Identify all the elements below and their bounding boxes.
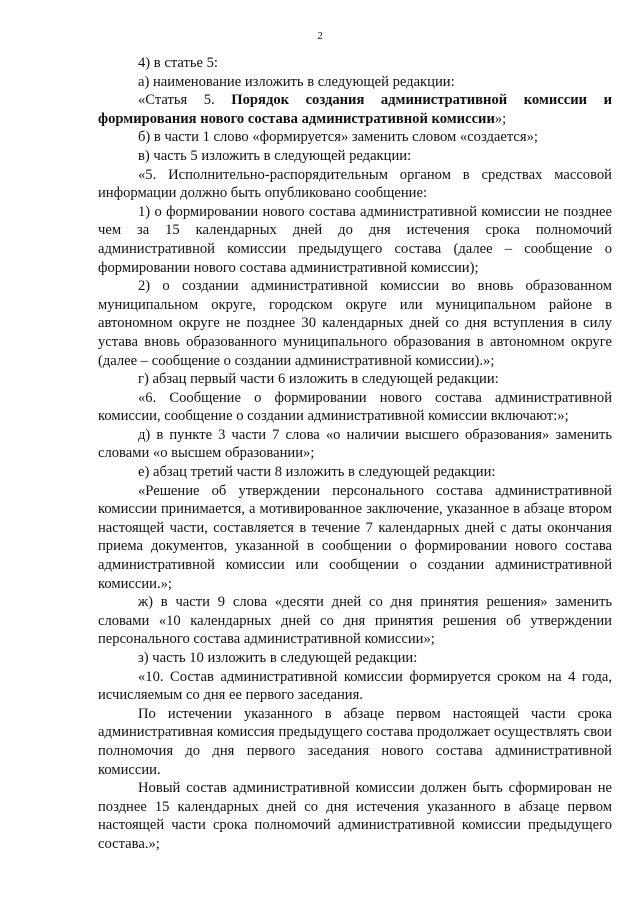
paragraph-item-a: а) наименование изложить в следующей редакции: bbox=[138, 73, 455, 90]
paragraph-part-6: «6. Сообщение о формировании нового состава административной комиссии, сообщение о создании административной комиссии включают:»; bbox=[98, 389, 612, 425]
paragraph-article-5-intro: 4) в статье 5: bbox=[138, 55, 218, 71]
paragraph-part-5: «5. Исполнительно-распорядительным органом в средствах массовой информации должно быть опубликовано сообщение: bbox=[98, 166, 612, 202]
article-title-bold: Порядок создания административной комиссии и формирования нового состава административной комиссии bbox=[98, 92, 613, 127]
document-body bbox=[98, 54, 612, 854]
paragraph-part-10-abzac-2: По истечении указанного в абзаце первом настоящей части срока административная комиссия предыдущего состава продолжает осуществлять свои полномочия до дня первого заседания нового состава административной комиссии. bbox=[98, 705, 612, 778]
paragraph-part-8-text: «Решение об утверждении персонального состава административной комиссии принимается, а мотивированное заключение, указанное в абзаце втором настоящей части, составляется в течение 7 календарных дней с даты окончания приема документов, указанной в сообщении о формировании нового состава административной комиссии или сообщении о создании административной комиссии.»; bbox=[98, 482, 612, 592]
paragraph-item-e: е) абзац третий части 8 изложить в следующей редакции: bbox=[138, 464, 496, 481]
paragraph-part-10: «10. Состав административной комиссии формируется сроком на 4 года, исчисляемым со дня ее первого заседания. bbox=[98, 668, 612, 704]
article-title-prefix: «Статья 5. bbox=[138, 92, 232, 109]
paragraph-item-g: г) абзац первый части 6 изложить в следующей редакции: bbox=[138, 371, 499, 388]
paragraph-item-d: д) в пункте 3 части 7 слова «о наличии высшего образования» заменить словами «о высшем образовании»; bbox=[98, 426, 612, 462]
paragraph-item-b: б) в части 1 слово «формируется» заменить словом «создается»; bbox=[138, 129, 538, 146]
paragraph-item-v: в) часть 5 изложить в следующей редакции: bbox=[138, 147, 412, 164]
article-title-suffix: »; bbox=[494, 110, 507, 127]
paragraph-part-5-point-1: 1) о формировании нового состава административной комиссии не позднее чем за 15 календарных дней до дня истечения срока полномочий административной комиссии предыдущего состава (далее – сообщение о формировании нового состава административной комиссии); bbox=[98, 203, 612, 276]
paragraph-item-zh: ж) в части 9 слова «десяти дней со дня принятия решения» заменить словами «10 календарных дней со дня принятия решения об утверждении персонального состава административной комиссии»; bbox=[98, 594, 612, 648]
paragraph-item-z: з) часть 10 изложить в следующей редакции: bbox=[138, 650, 418, 666]
paragraph-article-5-title bbox=[98, 91, 612, 128]
page-number: 2 bbox=[317, 30, 323, 42]
paragraph-part-5-point-2: 2) о создании административной комиссии во вновь образованном муниципальном округе, городском округе или муниципальном районе в автономном округе не позднее 30 календарных дней со дня вступления в силу устава вновь образованного муниципального образования в автономном округе (далее – сообщение о создании административной комиссии).»; bbox=[98, 278, 612, 369]
paragraph-part-10-abzac-3: Новый состав административной комиссии должен быть сформирован не позднее 15 календарных дней со дня истечения указанного в абзаце первом настоящей части срока полномочий административной комиссии предыдущего состава.»; bbox=[98, 780, 612, 852]
